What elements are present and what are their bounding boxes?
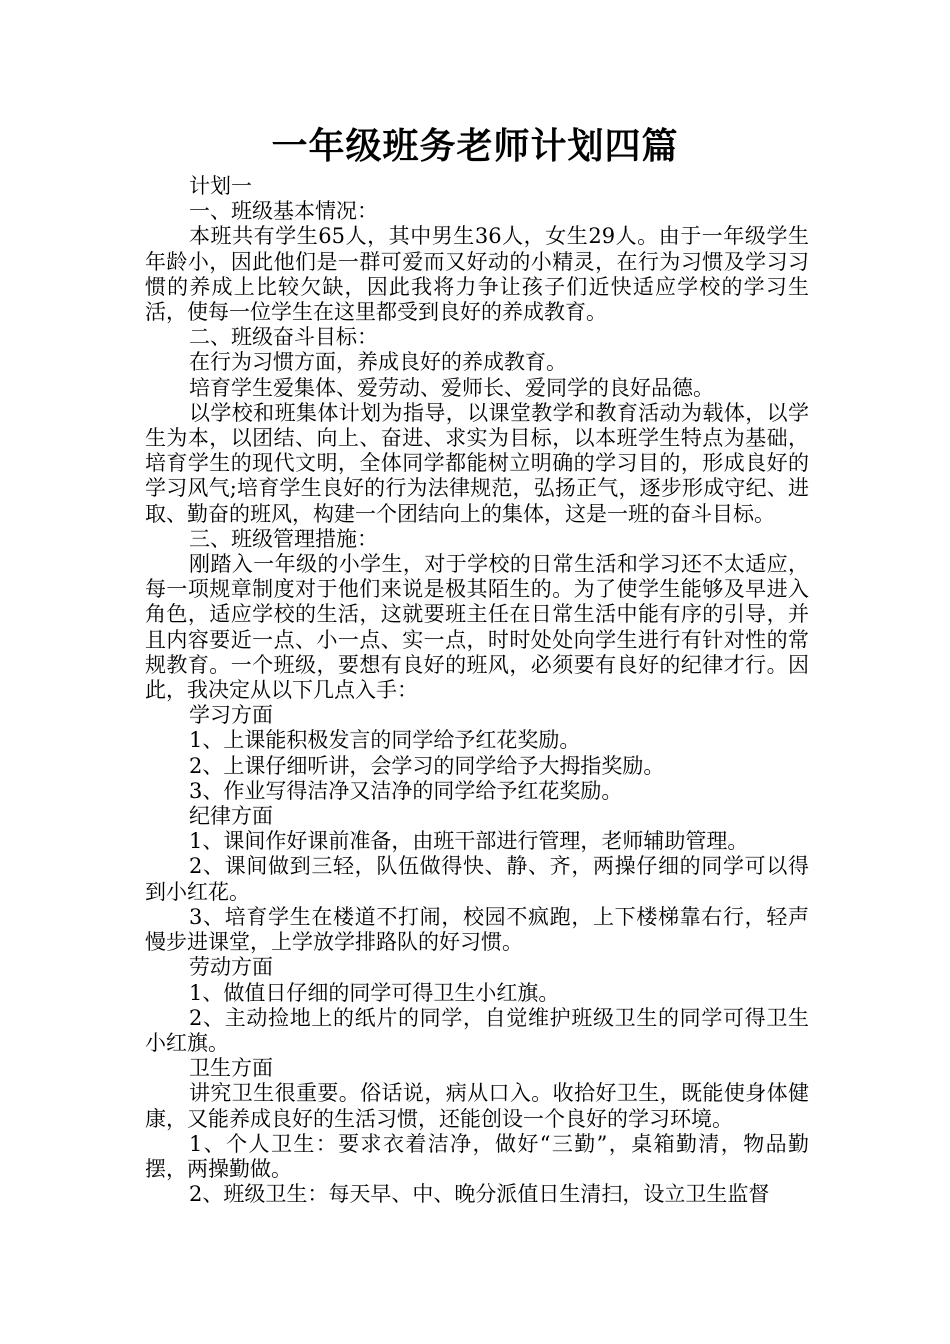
list-item: 1、课间作好课前准备，由班干部进行管理，老师辅助管理。 [189,829,749,854]
section-heading: 三、班级管理措施： [189,526,378,551]
document-body [145,174,809,1207]
plan-heading: 计划一 [189,174,252,198]
paragraph: 培育学生爱集体、爱劳动、爱师长、爱同学的良好品德。 [189,375,714,400]
subsection-heading: 学习方面 [189,703,273,728]
list-item: 3、培育学生在楼道不打闹，校园不疯跑，上下楼梯靠右行，轻声慢步进课堂，上学放学排路队的好习惯。 [145,904,809,955]
paragraph: 以学校和班集体计划为指导，以课堂教学和教育活动为载体，以学生为本，以团结、向上、奋进、求实为目标，以本班学生特点为基础，培育学生的现代文明，全体同学都能树立明确的学习目的，形成良好的学习风气;培育学生良好的行为法律规范，弘扬正气，逐步形成守纪、进取、勤奋的班风，构建一个团结向上的集体，这是一班的奋斗目标。 [145,400,809,526]
subsection-heading: 纪律方面 [189,804,273,829]
list-item: 2、主动捡地上的纸片的同学，自觉维护班级卫生的同学可得卫生小红旗。 [145,1005,809,1055]
subsection-heading: 劳动方面 [189,955,273,980]
paragraph: 在行为习惯方面，养成良好的养成教育。 [189,350,567,375]
list-item: 2、班级卫生：每天早、中、晚分派值日生清扫，设立卫生监督 [189,1182,770,1207]
paragraph: 刚踏入一年级的小学生，对于学校的日常生活和学习还不太适应，每一项规章制度对于他们来说是极其陌生的。为了使学生能够及早进入角色，适应学校的生活，这就要班主任在日常生活中能有序的引导，并且内容要近一点、小一点、实一点，时时处处向学生进行有针对性的常规教育。一个班级，要想有良好的班风，必须要有良好的纪律才行。因此，我决定从以下几点入手： [145,552,809,703]
document-title: 一年级班务老师计划四篇 [271,126,679,167]
section-heading: 二、班级奋斗目标： [189,325,378,350]
list-item: 2、上课仔细听讲，会学习的同学给予大拇指奖励。 [189,753,665,778]
paragraph: 讲究卫生很重要。俗话说，病从口入。收拾好卫生，既能使身体健康，又能养成良好的生活习惯，还能创设一个良好的学习环境。 [145,1081,809,1131]
section-heading: 一、班级基本情况： [189,199,378,224]
list-item: 1、个人卫生：要求衣着洁净，做好“三勤”，桌箱勤清，物品勤摆，两操勤做。 [145,1131,809,1181]
list-item: 1、做值日仔细的同学可得卫生小红旗。 [189,980,560,1005]
list-item: 3、作业写得洁净又洁净的同学给予红花奖励。 [189,778,623,803]
list-item: 1、上课能积极发言的同学给予红花奖励。 [189,728,581,753]
paragraph: 本班共有学生65人，其中男生36人，女生29人。由于一年级学生年龄小，因此他们是一群可爱而又好动的小精灵，在行为习惯及学习习惯的养成上比较欠缺，因此我将力争让孩子们近快适应学校的学习生活，使每一位学生在这里都受到良好的养成教育。 [145,224,809,325]
list-item: 2、课间做到三轻，队伍做得快、静、齐，两操仔细的同学可以得到小红花。 [145,854,809,904]
subsection-heading: 卫生方面 [189,1056,273,1081]
